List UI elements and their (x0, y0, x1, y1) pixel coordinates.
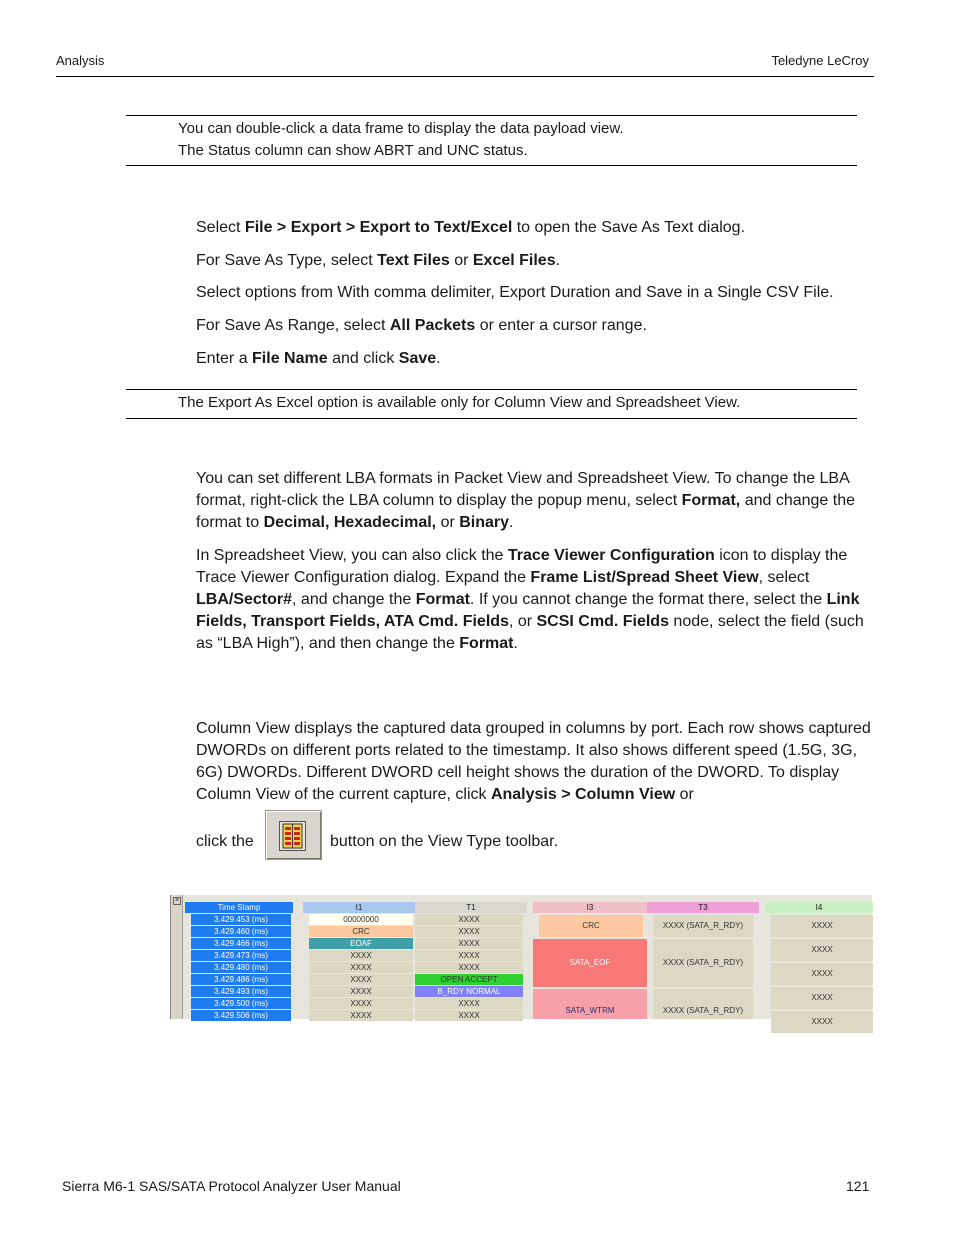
i3-cell-eof: SATA_EOF (533, 939, 647, 987)
column-view-toolbar-button-icon (265, 810, 322, 860)
i3-cell-wtrm: SATA_WTRM (533, 989, 647, 1019)
header-section-title: Analysis (56, 53, 105, 68)
i1-cell: XXXX (309, 962, 413, 973)
i4-cell: XXXX (771, 963, 873, 985)
t1-cell: XXXX (415, 1010, 523, 1021)
timestamp-cell: 3.429.506 (ms) (191, 1010, 291, 1021)
note2-top-rule (126, 389, 857, 390)
header-t3: T3 (647, 902, 759, 913)
i1-cell: CRC (309, 926, 413, 937)
t1-cell: XXXX (415, 950, 523, 961)
footer-page-number: 121 (846, 1178, 870, 1194)
lba-paragraph-2: In Spreadsheet View, you can also click the Trace Viewer Configuration icon to display the Trace Viewer Configuration dialog. Expand the Frame List/Spread Sheet View, select LBA/Sector#, and change the Format. If you cannot change the format there, select the Link Fields, Transport Fields, ATA Cmd. Fields, or SCSI Cmd. Fields node, select the field (such as “LBA High”), and then change the Format. (196, 547, 864, 652)
header-rule (56, 76, 874, 77)
i1-cell: XXXX (309, 950, 413, 961)
timestamp-cell: 3.429.480 (ms) (191, 962, 291, 973)
lba-paragraph-1: You can set different LBA formats in Packet View and Spreadsheet View. To change the LBA format, right-click the LBA column to display the popup menu, select Format, and change the format to Decimal, Hexadecimal, or Binary. (196, 470, 856, 531)
i1-cell: 00000000 (309, 914, 413, 925)
header-i3: I3 (533, 902, 647, 913)
footer-manual-title: Sierra M6-1 SAS/SATA Protocol Analyzer User Manual (62, 1178, 401, 1194)
step-4: For Save As Range, select All Packets or enter a cursor range. (196, 317, 647, 334)
i1-cell: EOAF (309, 938, 413, 949)
timestamp-cell: 3.429.473 (ms) (191, 950, 291, 961)
column-view-paragraph: Column View displays the captured data grouped in columns by port. Each row shows captured DWORDs on different ports related to the timestamp. It also shows different speed (1.5G, 3G, 6G) DWORDs. Different DWORD cell height shows the duration of the DWORD. To display Column View of the current capture, click Analysis > Column View or (196, 720, 871, 803)
close-icon: × (174, 897, 180, 904)
i3-cell-crc: CRC (539, 915, 643, 937)
i4-cell: XXXX (771, 939, 873, 961)
column-view-screenshot (170, 895, 872, 1026)
i1-cell: XXXX (309, 998, 413, 1009)
t3-cell-1: XXXX (SATA_R_RDY) (653, 915, 753, 937)
note2-text: The Export As Excel option is available only for Column View and Spreadsheet View. (178, 394, 741, 411)
step-5: Enter a File Name and click Save. (196, 350, 441, 367)
step-3: Select options from With comma delimiter, Export Duration and Save in a Single CSV File. (196, 284, 834, 301)
i1-cell: XXXX (309, 1010, 413, 1021)
timestamp-cell: 3.429.493 (ms) (191, 986, 291, 997)
step-1: Select File > Export > Export to Text/Excel to open the Save As Text dialog. (196, 219, 746, 236)
timestamp-cell: 3.429.453 (ms) (191, 914, 291, 925)
note1-line1: You can double-click a data frame to display the data payload view. (178, 120, 624, 137)
note1-line2: The Status column can show ABRT and UNC status. (178, 142, 528, 159)
t3-cell-2: XXXX (SATA_R_RDY) (653, 939, 753, 987)
timestamp-cell: 3.429.486 (ms) (191, 974, 291, 985)
timestamp-cell: 3.429.466 (ms) (191, 938, 291, 949)
click-the-text: click the (196, 833, 254, 850)
t1-cell: XXXX (415, 914, 523, 925)
i1-cell: XXXX (309, 974, 413, 985)
t1-cell: OPEN ACCEPT (415, 974, 523, 985)
column-view-icon (280, 822, 305, 850)
header-company: Teledyne LeCroy (771, 53, 869, 68)
step-2: For Save As Type, select Text Files or Excel Files. (196, 252, 561, 269)
button-toolbar-text: button on the View Type toolbar. (330, 833, 559, 850)
t1-cell: B_RDY NORMAL (415, 986, 523, 997)
timestamp-cell: 3.429.460 (ms) (191, 926, 291, 937)
note2-bottom-rule (126, 418, 857, 419)
t1-cell: XXXX (415, 962, 523, 973)
i1-cell: XXXX (309, 986, 413, 997)
header-i4: I4 (765, 902, 873, 913)
t1-cell: XXXX (415, 998, 523, 1009)
t1-cell: XXXX (415, 926, 523, 937)
header-i1: I1 (303, 902, 415, 913)
i4-cell: XXXX (771, 987, 873, 1009)
i4-cell: XXXX (771, 1011, 873, 1033)
i4-cell: XXXX (771, 915, 873, 937)
header-timestamp: Time Stamp (185, 902, 293, 913)
note1-bottom-rule (126, 165, 857, 166)
t3-cell-3: XXXX (SATA_R_RDY) (653, 989, 753, 1019)
scroll-strip (171, 895, 183, 1019)
header-t1: T1 (415, 902, 527, 913)
t1-cell: XXXX (415, 938, 523, 949)
timestamp-cell: 3.429.500 (ms) (191, 998, 291, 1009)
note1-top-rule (126, 115, 857, 116)
